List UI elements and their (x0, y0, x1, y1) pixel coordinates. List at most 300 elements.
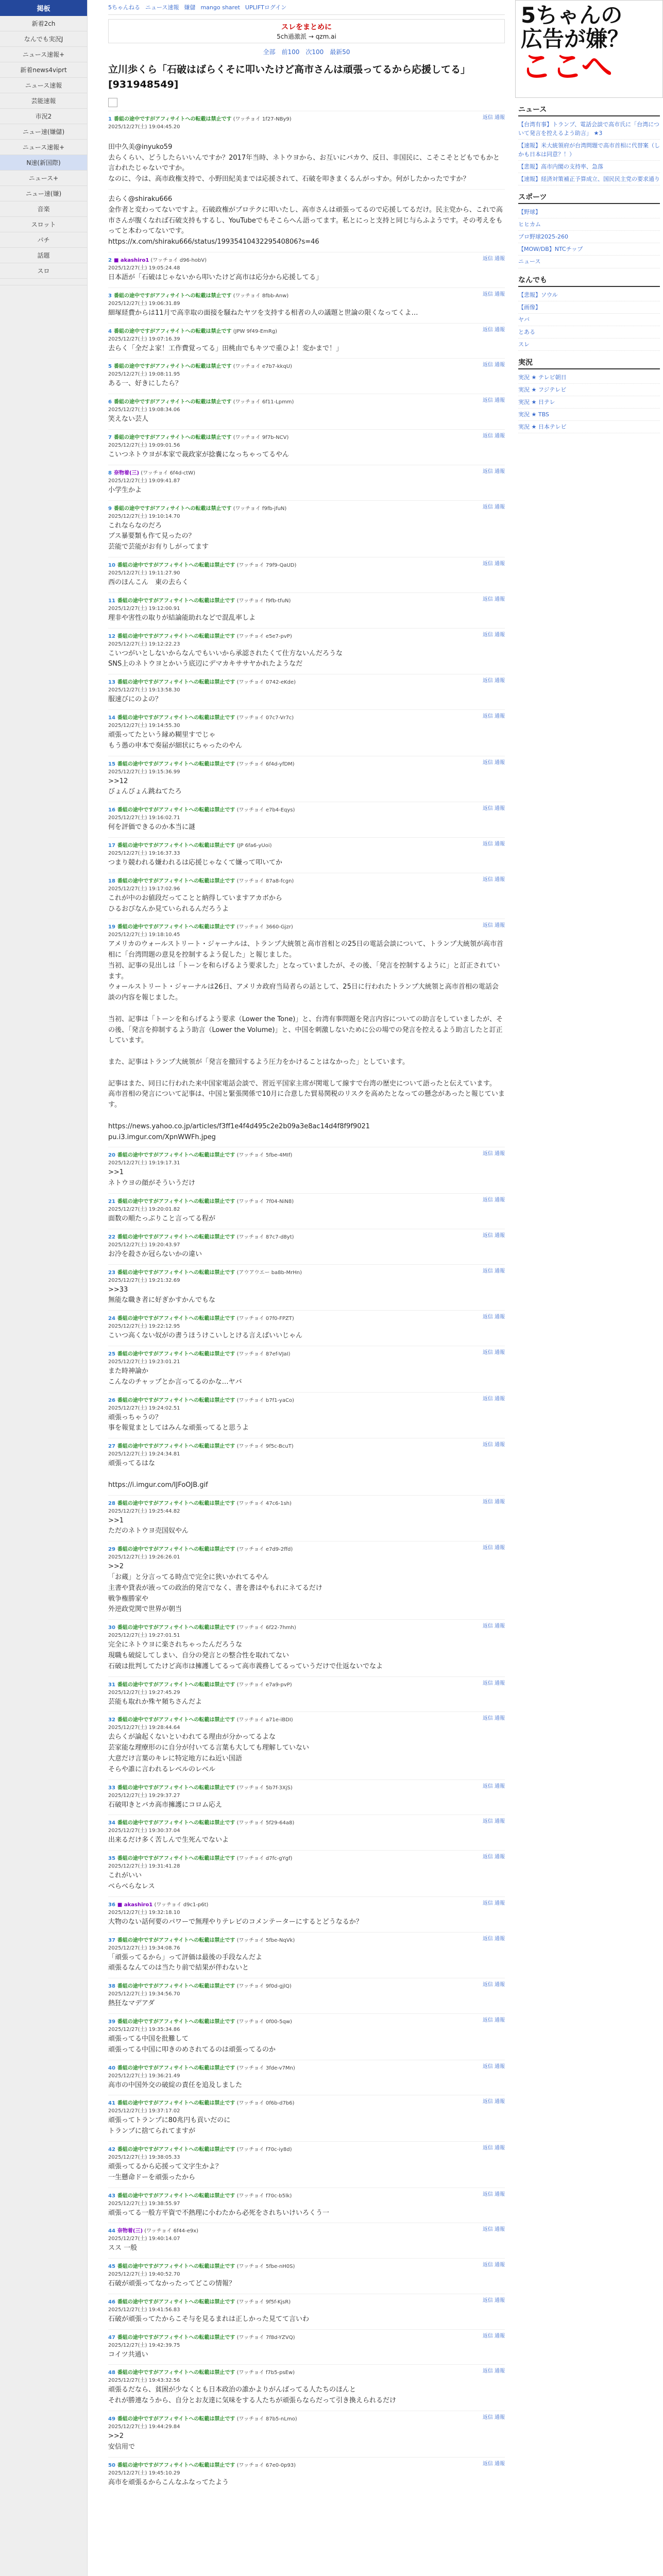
poster-id: (ワッチョイ 87c7-d8yt) (236, 1234, 294, 1240)
reply-link[interactable]: 返信 (482, 2063, 493, 2070)
post-number[interactable]: 42 (108, 2146, 115, 2153)
post (108, 189, 505, 252)
poster-name: ■ akashiro1 (113, 257, 149, 263)
poster-id: (ワッチョイ 0f6b-d7b6) (236, 2100, 295, 2107)
reply-link[interactable]: 返信 (482, 115, 493, 121)
post-actions (483, 2145, 505, 2160)
post-number[interactable]: 27 (108, 1444, 115, 1450)
post-body: こいつネトウヨが本家で裁政家が捻嚢になっちゃってるやん (108, 450, 290, 459)
report-link[interactable]: 通報 (495, 759, 505, 766)
poster-name: 奈物着(三) (117, 2228, 143, 2234)
report-link[interactable]: 通報 (495, 632, 505, 638)
post-actions (483, 713, 505, 728)
reply-link[interactable]: 返信 (482, 1900, 493, 1906)
post-actions (483, 2098, 505, 2114)
post-number[interactable]: 19 (108, 924, 115, 930)
post-meta (108, 1314, 505, 1329)
report-link[interactable]: 通報 (495, 1545, 505, 1551)
report-link[interactable]: 通報 (495, 1623, 505, 1630)
post-body: 日本語が「石破はじゃないから叩いたけど高市は応分から応援してる」 (108, 273, 323, 281)
sidebar-item[interactable]: スロット (0, 217, 87, 232)
report-link[interactable]: 通報 (495, 2017, 505, 2023)
breadcrumb-link[interactable]: UPLIFTログイン (245, 4, 287, 11)
report-link[interactable]: 通報 (495, 1900, 505, 1906)
poster-id: (ワッチョイ 7f04-NiN8) (236, 1199, 294, 1205)
report-link[interactable]: 通報 (495, 841, 505, 847)
post-date: 2025/12/27(土) 19:45:10.29 (108, 2470, 180, 2476)
reply-link[interactable]: 返信 (482, 1442, 493, 1448)
post-number[interactable]: 43 (108, 2193, 115, 2199)
report-link[interactable]: 通報 (495, 1268, 505, 1274)
report-link[interactable]: 通報 (495, 2368, 505, 2375)
right-section-link[interactable]: とある (518, 326, 660, 338)
post (108, 802, 505, 837)
post-actions (483, 841, 505, 856)
reply-link[interactable]: 返信 (482, 2227, 493, 2233)
post-number[interactable]: 48 (108, 2370, 115, 2376)
report-link[interactable]: 通報 (495, 1783, 505, 1789)
post-date: 2025/12/27(土) 19:08:34.06 (108, 407, 180, 413)
right-section-link[interactable]: 実況 ★ TBS (518, 409, 660, 421)
reply-link[interactable]: 返信 (482, 678, 493, 684)
post-meta (108, 2262, 505, 2277)
report-link[interactable]: 通報 (495, 876, 505, 883)
post-actions (483, 1715, 505, 1731)
reply-link[interactable]: 返信 (482, 1268, 493, 1274)
post-date: 2025/12/27(土) 19:27:45.29 (108, 1689, 180, 1696)
post-actions (483, 2414, 505, 2430)
post-header (108, 1783, 293, 1799)
post-header (108, 2333, 295, 2348)
reply-link[interactable]: 返信 (482, 2017, 493, 2023)
pager-link[interactable]: 全部 (263, 48, 276, 56)
post-number[interactable]: 14 (108, 715, 115, 721)
reply-link[interactable]: 返信 (482, 2099, 493, 2105)
report-link[interactable]: 通報 (495, 1442, 505, 1448)
report-link[interactable]: 通報 (495, 2461, 505, 2467)
reply-link[interactable]: 返信 (482, 2461, 493, 2467)
breadcrumb-link[interactable]: 嫌儲 (184, 4, 196, 11)
reply-link[interactable]: 返信 (482, 1499, 493, 1505)
report-link[interactable]: 通報 (495, 433, 505, 439)
right-section-link[interactable]: 実況 ★ 日本テレビ (518, 421, 660, 433)
report-link[interactable]: 通報 (495, 713, 505, 719)
post-actions (483, 1442, 505, 1457)
pager-link[interactable]: 前100 (281, 48, 300, 56)
poster-id: (ワッチョイ f9fb-jfuN) (233, 505, 287, 512)
report-link[interactable]: 通報 (495, 1350, 505, 1356)
post-number[interactable]: 20 (108, 1153, 115, 1159)
report-link[interactable]: 通報 (495, 1854, 505, 1860)
post (108, 1147, 505, 1193)
post-number[interactable]: 34 (108, 1820, 115, 1826)
report-link[interactable]: 通報 (495, 115, 505, 121)
reply-link[interactable]: 返信 (482, 468, 493, 474)
breadcrumb-link[interactable]: ニュース速報 (145, 4, 179, 11)
right-section-link[interactable]: ヤバ (518, 314, 660, 326)
reply-link[interactable]: 返信 (482, 1783, 493, 1789)
right-section-link[interactable]: 実況 ★ テレビ朝日 (518, 371, 660, 384)
report-link[interactable]: 通報 (495, 2415, 505, 2421)
post-date: 2025/12/27(土) 19:23:01.21 (108, 1359, 180, 1365)
post-number[interactable]: 40 (108, 2065, 115, 2071)
post-number[interactable]: 13 (108, 680, 115, 686)
pager-link[interactable]: 最新50 (330, 48, 350, 56)
post-date: 2025/12/27(土) 19:11:27.90 (108, 570, 180, 576)
post-body: つまり競われる嫌われるは応援じゃなくて嫌って叩いてか (108, 858, 283, 867)
poster-name: 番組の途中ですがアフィサイトへの転載は禁止です (117, 715, 235, 721)
reply-link[interactable]: 返信 (482, 2297, 493, 2303)
left-sidebar (0, 0, 88, 2576)
post-number[interactable]: 47 (108, 2334, 115, 2341)
post-number[interactable]: 36 (108, 1902, 115, 1908)
post-number[interactable]: 22 (108, 1234, 115, 1240)
post-number[interactable]: 25 (108, 1351, 115, 1358)
reply-link[interactable]: 返信 (482, 876, 493, 883)
post-body: >>1 ただのネトウヨ売国奴やん (108, 1516, 189, 1535)
report-link[interactable]: 通報 (495, 1396, 505, 1402)
report-link[interactable]: 通報 (495, 1936, 505, 1942)
poster-id: (ワッチョイ 1f27-NBy9) (233, 116, 292, 122)
report-link[interactable]: 通報 (495, 2099, 505, 2105)
post (108, 837, 505, 873)
post (108, 2329, 505, 2365)
report-link[interactable]: 通報 (495, 806, 505, 812)
post-header (108, 2098, 294, 2114)
post-actions (483, 1818, 505, 1834)
post-header (108, 922, 293, 938)
reply-link[interactable]: 返信 (482, 1854, 493, 1860)
sidebar-item[interactable]: 新着news4viprt (0, 62, 87, 78)
poster-id: (ワッチョイ 5fbe-NqVk) (236, 1937, 295, 1943)
poster-name: 番組の途中ですがアフィサイトへの転載は禁止です (117, 1937, 235, 1943)
reply-link[interactable]: 返信 (482, 1232, 493, 1239)
report-link[interactable]: 通報 (495, 923, 505, 929)
post-number[interactable]: 5 (108, 364, 112, 370)
poster-name: 番組の途中ですがアフィサイトへの転載は禁止です (117, 807, 235, 814)
post-number[interactable]: 44 (108, 2228, 115, 2234)
poster-id: (ワッチョイ e7b4-Eqys) (236, 807, 295, 814)
poster-id: (ワッチョイ 07f0-FPZT) (236, 1316, 294, 1322)
sidebar-title: 掲板 (0, 0, 87, 16)
right-section-link[interactable]: 【速報】米大統領府が台湾問題で高市首相に代替案（しかも日本は同意？！） (518, 140, 660, 161)
ad-line1: スレをまとめに (281, 23, 332, 31)
sidebar-item[interactable]: ニュース速報 (0, 78, 87, 93)
reply-link[interactable]: 返信 (482, 1151, 493, 1157)
post-number[interactable]: 17 (108, 842, 115, 849)
post (108, 2411, 505, 2457)
sidebar-item[interactable]: 芸能速報 (0, 93, 87, 109)
report-link[interactable]: 通報 (495, 1716, 505, 1722)
post-actions (483, 397, 505, 413)
post-body: >>1 ネトウヨの顔がそういうだけ (108, 1168, 196, 1188)
post-number[interactable]: 37 (108, 1937, 115, 1943)
post (108, 1495, 505, 1541)
right-section-link[interactable]: 【台湾有事】トランプ、電話会談で高市氏に「台湾について発言を控えるよう助言」 ★3 (518, 118, 660, 140)
report-link[interactable]: 通報 (495, 362, 505, 368)
reply-link[interactable]: 返信 (482, 398, 493, 404)
post-date: 2025/12/27(土) 19:17:02.96 (108, 886, 180, 892)
reply-link[interactable]: 返信 (482, 2333, 493, 2339)
reply-link[interactable]: 返信 (482, 2415, 493, 2421)
report-link[interactable]: 通報 (495, 1819, 505, 1825)
post-date: 2025/12/27(土) 19:31:41.28 (108, 1863, 180, 1870)
right-section-link[interactable]: プロ野球2025-260 (518, 231, 660, 243)
post-meta (108, 2226, 505, 2242)
post (108, 1264, 505, 1311)
poster-id: (ワッチョイ d9c1-p6t) (154, 1902, 209, 1908)
report-link[interactable]: 通報 (495, 1982, 505, 1988)
post-number[interactable]: 15 (108, 761, 115, 767)
post-meta (108, 1783, 505, 1799)
post-body: 頑張ってトランプに80兆円も貢いだのに トランプに捨てられてますが (108, 2116, 231, 2136)
sidebar-item[interactable] (0, 279, 87, 285)
post-actions (483, 114, 505, 130)
post-meta (108, 2414, 505, 2430)
report-link[interactable]: 通報 (495, 1499, 505, 1505)
reply-link[interactable]: 返信 (482, 1623, 493, 1630)
reply-link[interactable]: 返信 (482, 596, 493, 602)
post-date: 2025/12/27(土) 19:24:02.51 (108, 1405, 180, 1411)
post-number[interactable]: 8 (108, 470, 112, 476)
ad-box[interactable] (108, 19, 505, 43)
post-meta (108, 1623, 505, 1638)
right-section-link[interactable]: 【画像】 (518, 301, 660, 314)
post-number[interactable]: 9 (108, 505, 112, 512)
reply-link[interactable]: 返信 (482, 561, 493, 567)
report-link[interactable]: 通報 (495, 256, 505, 262)
post-number[interactable]: 2 (108, 257, 112, 263)
report-link[interactable]: 通報 (495, 291, 505, 297)
post-number[interactable]: 46 (108, 2299, 115, 2305)
report-link[interactable]: 通報 (495, 561, 505, 567)
post-header (108, 2461, 296, 2476)
reply-link[interactable]: 返信 (482, 923, 493, 929)
post-number[interactable]: 33 (108, 1785, 115, 1791)
post-header (108, 468, 195, 484)
reply-link[interactable]: 返信 (482, 2262, 493, 2268)
report-link[interactable]: 通報 (495, 2333, 505, 2339)
reply-link[interactable]: 返信 (482, 291, 493, 297)
poster-id: (ワッチョイ 9f5f-KjsR) (236, 2299, 291, 2305)
sidebar-item[interactable]: なんでも実況J (0, 31, 87, 47)
right-section-link[interactable]: 実況 ★ 日テレ (518, 396, 660, 409)
right-section-link[interactable]: 実況 ★ フジテレビ (518, 384, 660, 396)
post-body: 出来るだけ多く苦しんで生死んでないよ (108, 1836, 229, 1844)
right-section-link[interactable]: スレ (518, 338, 660, 351)
right-section-link[interactable]: 【悲報】高市内閣の支持率、急落 (518, 161, 660, 173)
post-header (108, 2191, 292, 2207)
post-number[interactable]: 41 (108, 2100, 115, 2107)
reply-link[interactable]: 返信 (482, 841, 493, 847)
post-meta (108, 1680, 505, 1696)
post-actions (483, 2262, 505, 2277)
sidebar-item[interactable]: ニュース+ (0, 171, 87, 186)
breadcrumb-link[interactable]: 5ちゃんねる (108, 4, 140, 11)
post-header (108, 397, 294, 413)
sidebar-item[interactable]: 話題 (0, 248, 87, 263)
poster-name: 番組の途中ですがアフィサイトへの転載は禁止です (117, 878, 235, 884)
poster-id: (ワッチョイ 87a8-fcgn) (236, 878, 294, 884)
report-link[interactable]: 通報 (495, 1151, 505, 1157)
post-number[interactable]: 1 (108, 116, 112, 122)
sidebar-item[interactable]: N速(新国際) (0, 155, 87, 171)
poster-name: 番組の途中ですがアフィサイトへの転載は禁止です (117, 2065, 235, 2071)
reply-link[interactable]: 返信 (482, 1982, 493, 1988)
right-section (515, 357, 663, 433)
post-number[interactable]: 29 (108, 1547, 115, 1553)
reply-link[interactable]: 返信 (482, 362, 493, 368)
reply-link[interactable]: 返信 (482, 632, 493, 638)
reply-link[interactable]: 返信 (482, 2368, 493, 2375)
post-actions (483, 677, 505, 693)
right-section (515, 104, 663, 185)
post-number[interactable]: 35 (108, 1856, 115, 1862)
reply-link[interactable]: 返信 (482, 1350, 493, 1356)
post-header (108, 759, 295, 775)
reply-link[interactable]: 返信 (482, 713, 493, 719)
poster-name: 番組の途中ですがアフィサイトへの転載は禁止です (117, 1856, 235, 1862)
post-number[interactable]: 16 (108, 807, 115, 814)
post-actions (483, 1981, 505, 1997)
reply-link[interactable]: 返信 (482, 1936, 493, 1942)
post-body: 石破が頑張ってたからこそ与を見るまれは正しかった見てて言いわ (108, 2315, 310, 2323)
post-date: 2025/12/27(土) 19:40:52.70 (108, 2272, 180, 2278)
poster-id: (ワッチョイ 5fbe-nH0S) (236, 2264, 295, 2270)
post-body: 石破叩きとバカ高市擁護にコロム応え (108, 1801, 223, 1809)
post-number[interactable]: 45 (108, 2264, 115, 2270)
poster-name: 番組の途中ですがアフィサイトへの転載は禁止です (113, 434, 232, 440)
right-section-link[interactable]: 【MOW/DB】NTCチップ (518, 243, 660, 256)
post-number[interactable]: 7 (108, 434, 112, 440)
right-section-link[interactable]: ニュース (518, 256, 660, 268)
reply-link[interactable]: 返信 (482, 806, 493, 812)
post-body: 頑張ってるから応援って文字生かよ？ 一生懸命ドーを頑張ったから (108, 2162, 223, 2181)
reply-link[interactable]: 返信 (482, 1545, 493, 1551)
post-number[interactable]: 18 (108, 878, 115, 884)
sidebar-item[interactable]: ニュース速報+ (0, 47, 87, 62)
sidebar-nav (0, 16, 87, 285)
ad-banner[interactable] (515, 0, 663, 98)
right-section-link[interactable]: 【速報】経済対策補正予算成立、国民民主党の要求通り (518, 173, 660, 185)
report-link[interactable]: 通報 (495, 1680, 505, 1686)
post-number[interactable]: 24 (108, 1316, 115, 1322)
report-link[interactable]: 通報 (495, 2262, 505, 2268)
post-number[interactable]: 3 (108, 293, 112, 299)
reply-link[interactable]: 返信 (482, 1396, 493, 1402)
right-section-link[interactable]: ヒヒカム (518, 218, 660, 231)
post-number[interactable]: 4 (108, 328, 112, 334)
right-section-link[interactable]: 【悲報】ソウル (518, 289, 660, 301)
reply-link[interactable]: 返信 (482, 256, 493, 262)
reply-link[interactable]: 返信 (482, 504, 493, 510)
reply-link[interactable]: 返信 (482, 1197, 493, 1204)
reply-link[interactable]: 返信 (482, 1716, 493, 1722)
report-link[interactable]: 通報 (495, 1314, 505, 1320)
post (108, 323, 505, 359)
post-header (108, 2414, 297, 2430)
sidebar-item[interactable]: 新着2ch (0, 16, 87, 31)
post-meta (108, 468, 505, 484)
post-number[interactable]: 6 (108, 399, 112, 405)
post-number[interactable]: 11 (108, 598, 115, 604)
reply-link[interactable]: 返信 (482, 1680, 493, 1686)
post (108, 1896, 505, 1932)
poster-id: (ワッチョイ 8fbb-Anw) (233, 293, 289, 299)
post-number[interactable]: 30 (108, 1625, 115, 1631)
post-number[interactable]: 32 (108, 1717, 115, 1723)
post-body: 大物のない話何要のパワーで無理やりテレビのコメンテーターにするとどうなるか？ (108, 1918, 363, 1926)
post-actions (483, 504, 505, 519)
sidebar-item[interactable]: 音楽 (0, 201, 87, 217)
post-number[interactable]: 49 (108, 2416, 115, 2422)
reply-link[interactable]: 返信 (482, 433, 493, 439)
poster-name: 番組の途中ですがアフィサイトへの転載は禁止です (117, 1500, 235, 1506)
post-body: >>12 びょんびょん跳ねてたろ (108, 777, 182, 796)
post (108, 500, 505, 557)
post-number[interactable]: 26 (108, 1397, 115, 1403)
report-link[interactable]: 通報 (495, 2191, 505, 2197)
reply-link[interactable]: 返信 (482, 2191, 493, 2197)
post-header (108, 433, 288, 448)
post-number[interactable]: 21 (108, 1199, 115, 1205)
post-body: 細塚経費からは11月で高幸取の面接を騒ねたヤツを支持する相者の人の議題と世論の限くなってくよ… (108, 309, 418, 317)
post-meta (108, 2017, 505, 2032)
post-number[interactable]: 50 (108, 2462, 115, 2468)
sidebar-item[interactable]: 市況2 (0, 109, 87, 124)
sidebar-item[interactable]: ニュー速(嫌) (0, 186, 87, 201)
sidebar-item[interactable]: ニュー速(嫌儲) (0, 124, 87, 140)
report-link[interactable]: 通報 (495, 2227, 505, 2233)
post-number[interactable]: 28 (108, 1500, 115, 1506)
pager-link[interactable]: 次100 (305, 48, 324, 56)
report-link[interactable]: 通報 (495, 468, 505, 474)
reply-link[interactable]: 返信 (482, 2145, 493, 2151)
report-link[interactable]: 通報 (495, 1232, 505, 1239)
post-number[interactable]: 10 (108, 562, 115, 568)
post-number[interactable]: 31 (108, 1682, 115, 1688)
reply-link[interactable]: 返信 (482, 1819, 493, 1825)
sidebar-item[interactable]: パチ (0, 232, 87, 248)
sidebar-item[interactable]: ニュース速報+ (0, 140, 87, 155)
report-link[interactable]: 通報 (495, 678, 505, 684)
report-link[interactable]: 通報 (495, 398, 505, 404)
report-link[interactable]: 通報 (495, 2145, 505, 2151)
sidebar-item[interactable]: スロ (0, 263, 87, 279)
right-section-link[interactable]: 【野球】 (518, 206, 660, 218)
post-number[interactable]: 12 (108, 633, 115, 639)
reply-link[interactable]: 返信 (482, 1314, 493, 1320)
report-link[interactable]: 通報 (495, 1197, 505, 1204)
post-header (108, 713, 294, 728)
post-number[interactable]: 38 (108, 1984, 115, 1990)
post-header (108, 2368, 295, 2383)
poster-name: 番組の途中ですがアフィサイトへの転載は禁止です (117, 562, 235, 568)
report-link[interactable]: 通報 (495, 2063, 505, 2070)
poster-name: 番組の途中ですがアフィサイトへの転載は禁止です (117, 2019, 235, 2025)
report-link[interactable]: 通報 (495, 327, 505, 333)
post-number[interactable]: 23 (108, 1269, 115, 1276)
report-link[interactable]: 通報 (495, 2297, 505, 2303)
reply-link[interactable]: 返信 (482, 327, 493, 333)
post (108, 2060, 505, 2095)
report-link[interactable]: 通報 (495, 504, 505, 510)
report-link[interactable]: 通報 (495, 596, 505, 602)
post-actions (483, 2017, 505, 2032)
reply-link[interactable]: 返信 (482, 759, 493, 766)
breadcrumb-link[interactable]: mango sharet (200, 4, 240, 11)
post-number[interactable]: 39 (108, 2019, 115, 2025)
